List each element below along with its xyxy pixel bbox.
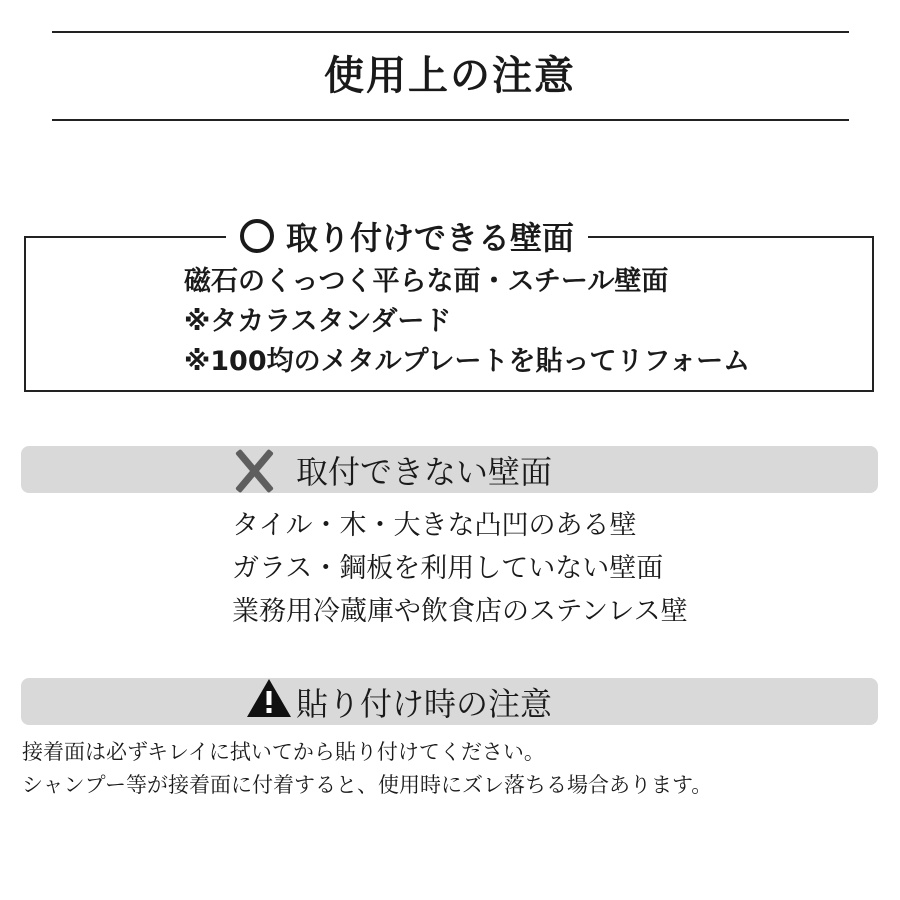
x-icon xyxy=(232,447,274,493)
ok-line: ※タカラスタンダード xyxy=(184,306,452,337)
ok-section-heading xyxy=(226,212,588,260)
warning-section-heading xyxy=(246,678,552,725)
ng-line: 業務用冷蔵庫や飲食店のステンレス壁 xyxy=(232,596,688,627)
ng-line: ガラス・鋼板を利用していない壁面 xyxy=(232,553,664,584)
circle-icon xyxy=(240,219,274,253)
title-rule-top xyxy=(52,31,849,33)
ok-line: ※100均のメタルプレートを貼ってリフォーム xyxy=(184,346,751,377)
ok-section-lines xyxy=(184,262,874,382)
ng-heading-text: 取付できない壁面 xyxy=(296,452,553,491)
warning-section-lines xyxy=(22,736,712,802)
warning-triangle-icon xyxy=(246,678,292,726)
title-rule-bottom xyxy=(52,119,849,121)
page-title: 使用上の注意 xyxy=(324,52,576,99)
ng-section-heading xyxy=(232,446,552,493)
warning-heading-text: 貼り付け時の注意 xyxy=(296,684,553,723)
ok-line: 磁石のくっつく平らな面・スチール壁面 xyxy=(184,266,669,297)
ng-line: タイル・木・大きな凸凹のある壁 xyxy=(232,510,637,541)
warning-line: シャンプー等が接着面に付着すると、使用時にズレ落ちる場合あります。 xyxy=(22,773,713,797)
warning-line: 接着面は必ずキレイに拭いてから貼り付けてください。 xyxy=(22,740,545,764)
ok-heading-text: 取り付けできる壁面 xyxy=(286,219,575,257)
ng-section-lines xyxy=(232,504,688,633)
